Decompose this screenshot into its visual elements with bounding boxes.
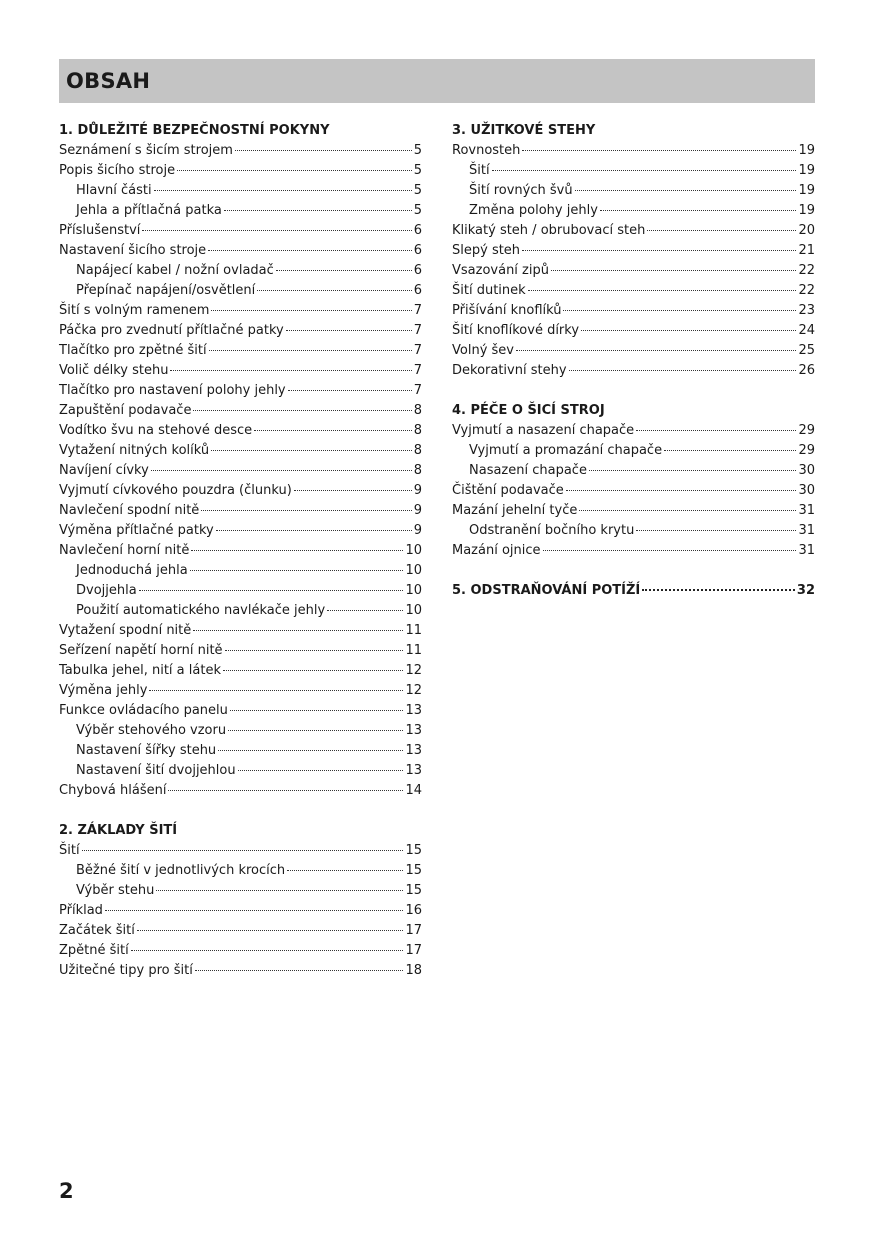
entry-title: Vodítko švu na stehové desce xyxy=(59,423,253,438)
entry-title: Běžné šití v jednotlivých krocích xyxy=(76,863,286,878)
dot-leader xyxy=(528,290,797,291)
toc-subentry[interactable] xyxy=(452,461,815,481)
toc-entry[interactable] xyxy=(452,541,815,561)
entry-page: 9 xyxy=(413,523,422,538)
toc-subentry[interactable] xyxy=(59,881,422,901)
dot-leader xyxy=(286,330,412,331)
toc-entry[interactable] xyxy=(59,421,422,441)
entry-title: Šití xyxy=(59,843,80,858)
entry-page: 10 xyxy=(405,563,422,578)
entry-page: 23 xyxy=(798,303,815,318)
toc-entry[interactable] xyxy=(59,641,422,661)
entry-title: Dvojjehla xyxy=(76,583,137,598)
entry-page: 32 xyxy=(796,583,815,598)
toc-entry[interactable] xyxy=(452,241,815,261)
dot-leader xyxy=(223,670,403,671)
toc-entry[interactable] xyxy=(59,901,422,921)
entry-page: 6 xyxy=(413,223,422,238)
toc-entry[interactable] xyxy=(452,301,815,321)
toc-subentry[interactable] xyxy=(59,601,422,621)
dot-leader xyxy=(151,470,412,471)
entry-title: Výměna jehly xyxy=(59,683,148,698)
dot-leader xyxy=(139,590,404,591)
entry-title: Přišívání knoflíků xyxy=(452,303,562,318)
entry-page: 15 xyxy=(405,883,422,898)
entry-page: 21 xyxy=(798,243,815,258)
dot-leader xyxy=(201,510,411,511)
dot-leader xyxy=(636,430,796,431)
dot-leader xyxy=(257,290,411,291)
entry-title: Nasazení chapače xyxy=(469,463,587,478)
toc-entry[interactable] xyxy=(59,221,422,241)
entry-title: Vsazování zipů xyxy=(452,263,549,278)
entry-title: Nastavení šití dvojjehlou xyxy=(76,763,236,778)
page-number: 2 xyxy=(59,1179,74,1203)
toc-subentry[interactable] xyxy=(59,261,422,281)
dot-leader xyxy=(575,190,797,191)
toc-subentry[interactable] xyxy=(59,861,422,881)
toc-entry[interactable] xyxy=(452,141,815,161)
entry-title: Užitečné tipy pro šití xyxy=(59,963,193,978)
entry-page: 15 xyxy=(405,843,422,858)
entry-page: 26 xyxy=(798,363,815,378)
entry-title: Zapuštění podavače xyxy=(59,403,192,418)
entry-page: 31 xyxy=(798,543,815,558)
dot-leader xyxy=(327,610,403,611)
entry-title: Navlečení spodní nitě xyxy=(59,503,200,518)
dot-leader xyxy=(516,350,796,351)
entry-page: 6 xyxy=(413,243,422,258)
entry-title: Vytažení nitných kolíků xyxy=(59,443,210,458)
entry-page: 11 xyxy=(405,623,422,638)
toc-entry[interactable] xyxy=(59,441,422,461)
entry-title: Vyjmutí a promazání chapače xyxy=(469,443,663,458)
toc-subentry[interactable] xyxy=(59,581,422,601)
entry-page: 11 xyxy=(405,643,422,658)
entry-title: Rovnosteh xyxy=(452,143,521,158)
entry-page: 5 xyxy=(413,183,422,198)
toc-entry[interactable] xyxy=(59,241,422,261)
entry-page: 6 xyxy=(413,283,422,298)
entry-title: Mazání ojnice xyxy=(452,543,541,558)
dot-leader xyxy=(235,150,412,151)
toc-entry[interactable] xyxy=(59,341,422,361)
toc-subentry[interactable] xyxy=(59,741,422,761)
entry-page: 10 xyxy=(405,603,422,618)
toc-section xyxy=(452,121,815,381)
dot-leader xyxy=(131,950,404,951)
entry-page: 19 xyxy=(798,143,815,158)
entry-title: Tlačítko pro nastavení polohy jehly xyxy=(59,383,286,398)
toc-entry[interactable] xyxy=(452,421,815,441)
toc-subentry[interactable] xyxy=(59,761,422,781)
entry-title: Nastavení šířky stehu xyxy=(76,743,217,758)
entry-title: Volič délky stehu xyxy=(59,363,169,378)
entry-page: 9 xyxy=(413,483,422,498)
dot-leader xyxy=(228,730,403,731)
entry-title: Začátek šití xyxy=(59,923,135,938)
dot-leader xyxy=(569,370,797,371)
toc-entry[interactable] xyxy=(59,661,422,681)
entry-title: Navlečení horní nitě xyxy=(59,543,190,558)
toc-section xyxy=(59,821,422,981)
dot-leader xyxy=(137,930,404,931)
toc-entry[interactable] xyxy=(59,141,422,161)
entry-title: 5. ODSTRAŇOVÁNÍ POTÍŽÍ xyxy=(452,583,641,598)
dot-leader xyxy=(551,270,796,271)
entry-page: 29 xyxy=(798,443,815,458)
toc-entry[interactable] xyxy=(452,501,815,521)
toc-entry[interactable] xyxy=(59,681,422,701)
dot-leader xyxy=(664,450,796,451)
section-title: 3. UŽITKOVÉ STEHY xyxy=(452,123,596,138)
toc-subentry[interactable] xyxy=(452,161,815,181)
entry-page: 10 xyxy=(405,583,422,598)
entry-page: 8 xyxy=(413,443,422,458)
dot-leader xyxy=(168,790,403,791)
entry-title: Výběr stehového vzoru xyxy=(76,723,227,738)
entry-page: 22 xyxy=(798,263,815,278)
dot-leader xyxy=(294,490,412,491)
entry-title: Páčka pro zvednutí přítlačné patky xyxy=(59,323,284,338)
toc-entry[interactable] xyxy=(59,941,422,961)
toc-entry[interactable] xyxy=(59,481,422,501)
toc-subentry[interactable] xyxy=(59,201,422,221)
dot-leader xyxy=(82,850,404,851)
dot-leader xyxy=(288,390,412,391)
entry-title: Seznámení s šicím strojem xyxy=(59,143,233,158)
entry-page: 31 xyxy=(798,503,815,518)
entry-title: Šití rovných švů xyxy=(469,183,573,198)
dot-leader xyxy=(642,589,795,591)
entry-title: Slepý steh xyxy=(452,243,521,258)
toc-entry[interactable] xyxy=(59,161,422,181)
dot-leader xyxy=(211,450,412,451)
entry-title: Šití dutinek xyxy=(452,283,526,298)
toc-subentry[interactable] xyxy=(59,721,422,741)
dot-leader xyxy=(600,210,797,211)
entry-page: 31 xyxy=(798,523,815,538)
toc-entry[interactable] xyxy=(452,281,815,301)
entry-title: Hlavní části xyxy=(76,183,152,198)
dot-leader xyxy=(156,890,403,891)
entry-page: 20 xyxy=(798,223,815,238)
entry-page: 13 xyxy=(405,743,422,758)
dot-leader xyxy=(276,270,412,271)
toc-entry[interactable] xyxy=(452,361,815,381)
entry-title: Šití knoflíkové dírky xyxy=(452,323,580,338)
toc-entry[interactable] xyxy=(59,521,422,541)
dot-leader xyxy=(522,150,796,151)
dot-leader xyxy=(589,470,797,471)
toc-entry[interactable] xyxy=(452,321,815,341)
entry-page: 6 xyxy=(413,263,422,278)
section-title: 2. ZÁKLADY ŠITÍ xyxy=(59,823,178,838)
toc-subentry[interactable] xyxy=(59,281,422,301)
entry-page: 25 xyxy=(798,343,815,358)
entry-page: 10 xyxy=(405,543,422,558)
dot-leader xyxy=(193,630,403,631)
toc-entry[interactable] xyxy=(59,301,422,321)
entry-title: Funkce ovládacího panelu xyxy=(59,703,228,718)
dot-leader xyxy=(170,370,411,371)
entry-page: 8 xyxy=(413,423,422,438)
toc-entry[interactable] xyxy=(59,841,422,861)
entry-page: 17 xyxy=(405,923,422,938)
entry-page: 19 xyxy=(798,203,815,218)
toc-entry[interactable] xyxy=(452,341,815,361)
entry-page: 8 xyxy=(413,403,422,418)
toc-entry[interactable] xyxy=(59,921,422,941)
entry-title: Navíjení cívky xyxy=(59,463,149,478)
entry-title: Tabulka jehel, nití a látek xyxy=(59,663,221,678)
dot-leader xyxy=(191,550,403,551)
toc-subentry[interactable] xyxy=(452,521,815,541)
dot-leader xyxy=(581,330,796,331)
dot-leader xyxy=(522,250,796,251)
entry-page: 30 xyxy=(798,483,815,498)
entry-page: 22 xyxy=(798,283,815,298)
entry-page: 9 xyxy=(413,503,422,518)
entry-page: 15 xyxy=(405,863,422,878)
toc-section-troubleshooting xyxy=(452,581,815,601)
toc-entry[interactable] xyxy=(59,621,422,641)
entry-title: Popis šicího stroje xyxy=(59,163,176,178)
entry-page: 30 xyxy=(798,463,815,478)
dot-leader xyxy=(149,690,403,691)
entry-page: 7 xyxy=(413,303,422,318)
entry-title: Jehla a přítlačná patka xyxy=(76,203,222,218)
entry-page: 12 xyxy=(405,683,422,698)
toc-entry[interactable] xyxy=(59,401,422,421)
dot-leader xyxy=(230,710,404,711)
entry-page: 14 xyxy=(405,783,422,798)
toc-entry[interactable] xyxy=(59,361,422,381)
entry-page: 24 xyxy=(798,323,815,338)
dot-leader xyxy=(142,230,411,231)
entry-title: Šití s volným ramenem xyxy=(59,303,210,318)
dot-leader xyxy=(254,430,412,431)
dot-leader xyxy=(216,530,412,531)
toc-entry[interactable] xyxy=(59,961,422,981)
entry-title: Použití automatického navlékače jehly xyxy=(76,603,326,618)
dot-leader xyxy=(579,510,796,511)
toc-subentry[interactable] xyxy=(452,201,815,221)
dot-leader xyxy=(193,410,411,411)
dot-leader xyxy=(177,170,412,171)
entry-title: Napájecí kabel / nožní ovladač xyxy=(76,263,274,278)
entry-title: Vytažení spodní nitě xyxy=(59,623,192,638)
dot-leader xyxy=(190,570,404,571)
entry-page: 13 xyxy=(405,763,422,778)
entry-title: Příslušenství xyxy=(59,223,141,238)
toc-entry[interactable] xyxy=(59,321,422,341)
toc-right-column xyxy=(452,121,815,621)
entry-title: Volný šev xyxy=(452,343,514,358)
entry-page: 16 xyxy=(405,903,422,918)
entry-page: 8 xyxy=(413,463,422,478)
entry-page: 7 xyxy=(413,363,422,378)
entry-page: 19 xyxy=(798,163,815,178)
entry-title: Příklad xyxy=(59,903,103,918)
toc-header-bar xyxy=(59,59,815,103)
dot-leader xyxy=(287,870,403,871)
entry-title: Nastavení šicího stroje xyxy=(59,243,207,258)
toc-entry-heading[interactable] xyxy=(452,581,815,601)
dot-leader xyxy=(492,170,797,171)
entry-title: Tlačítko pro zpětné šití xyxy=(59,343,207,358)
entry-title: Šití xyxy=(469,163,490,178)
toc-left-column xyxy=(59,121,422,1001)
entry-title: Vyjmutí a nasazení chapače xyxy=(452,423,635,438)
entry-title: Jednoduchá jehla xyxy=(76,563,188,578)
section-title: 4. PÉČE O ŠICÍ STROJ xyxy=(452,403,605,418)
entry-title: Mazání jehelní tyče xyxy=(452,503,578,518)
entry-title: Dekorativní stehy xyxy=(452,363,567,378)
entry-page: 5 xyxy=(413,163,422,178)
toc-entry[interactable] xyxy=(452,481,815,501)
dot-leader xyxy=(566,490,797,491)
dot-leader xyxy=(563,310,796,311)
entry-title: Zpětné šití xyxy=(59,943,129,958)
page-title: OBSAH xyxy=(66,69,151,93)
entry-page: 5 xyxy=(413,203,422,218)
section-title: 1. DŮLEŽITÉ BEZPEČNOSTNÍ POKYNY xyxy=(59,123,330,138)
dot-leader xyxy=(224,210,412,211)
toc-entry[interactable] xyxy=(452,261,815,281)
toc-entry[interactable] xyxy=(59,541,422,561)
entry-page: 7 xyxy=(413,383,422,398)
entry-title: Klikatý steh / obrubovací steh xyxy=(452,223,646,238)
entry-page: 29 xyxy=(798,423,815,438)
toc-entry[interactable] xyxy=(59,781,422,801)
toc-entry[interactable] xyxy=(59,501,422,521)
dot-leader xyxy=(225,650,404,651)
entry-page: 12 xyxy=(405,663,422,678)
entry-page: 13 xyxy=(405,723,422,738)
dot-leader xyxy=(195,970,404,971)
entry-title: Vyjmutí cívkového pouzdra (člunku) xyxy=(59,483,292,498)
dot-leader xyxy=(543,550,797,551)
toc-subentry[interactable] xyxy=(59,181,422,201)
entry-title: Chybová hlášení xyxy=(59,783,167,798)
toc-subentry[interactable] xyxy=(59,561,422,581)
entry-title: Seřízení napětí horní nitě xyxy=(59,643,223,658)
toc-section xyxy=(59,121,422,801)
toc-section xyxy=(452,401,815,561)
entry-page: 19 xyxy=(798,183,815,198)
entry-title: Výběr stehu xyxy=(76,883,155,898)
dot-leader xyxy=(154,190,412,191)
entry-title: Čištění podavače xyxy=(452,483,564,498)
toc-entry[interactable] xyxy=(59,381,422,401)
entry-page: 7 xyxy=(413,343,422,358)
entry-page: 7 xyxy=(413,323,422,338)
entry-page: 13 xyxy=(405,703,422,718)
dot-leader xyxy=(636,530,796,531)
entry-page: 5 xyxy=(413,143,422,158)
dot-leader xyxy=(238,770,404,771)
toc-entry[interactable] xyxy=(452,221,815,241)
dot-leader xyxy=(211,310,411,311)
toc-entry[interactable] xyxy=(59,461,422,481)
dot-leader xyxy=(218,750,403,751)
toc-subentry[interactable] xyxy=(452,441,815,461)
dot-leader xyxy=(208,250,412,251)
entry-title: Přepínač napájení/osvětlení xyxy=(76,283,256,298)
dot-leader xyxy=(105,910,404,911)
toc-subentry[interactable] xyxy=(452,181,815,201)
entry-title: Výměna přítlačné patky xyxy=(59,523,214,538)
dot-leader xyxy=(209,350,412,351)
entry-page: 17 xyxy=(405,943,422,958)
toc-entry[interactable] xyxy=(59,701,422,721)
entry-title: Odstranění bočního krytu xyxy=(469,523,635,538)
entry-page: 18 xyxy=(405,963,422,978)
dot-leader xyxy=(647,230,796,231)
entry-title: Změna polohy jehly xyxy=(469,203,598,218)
